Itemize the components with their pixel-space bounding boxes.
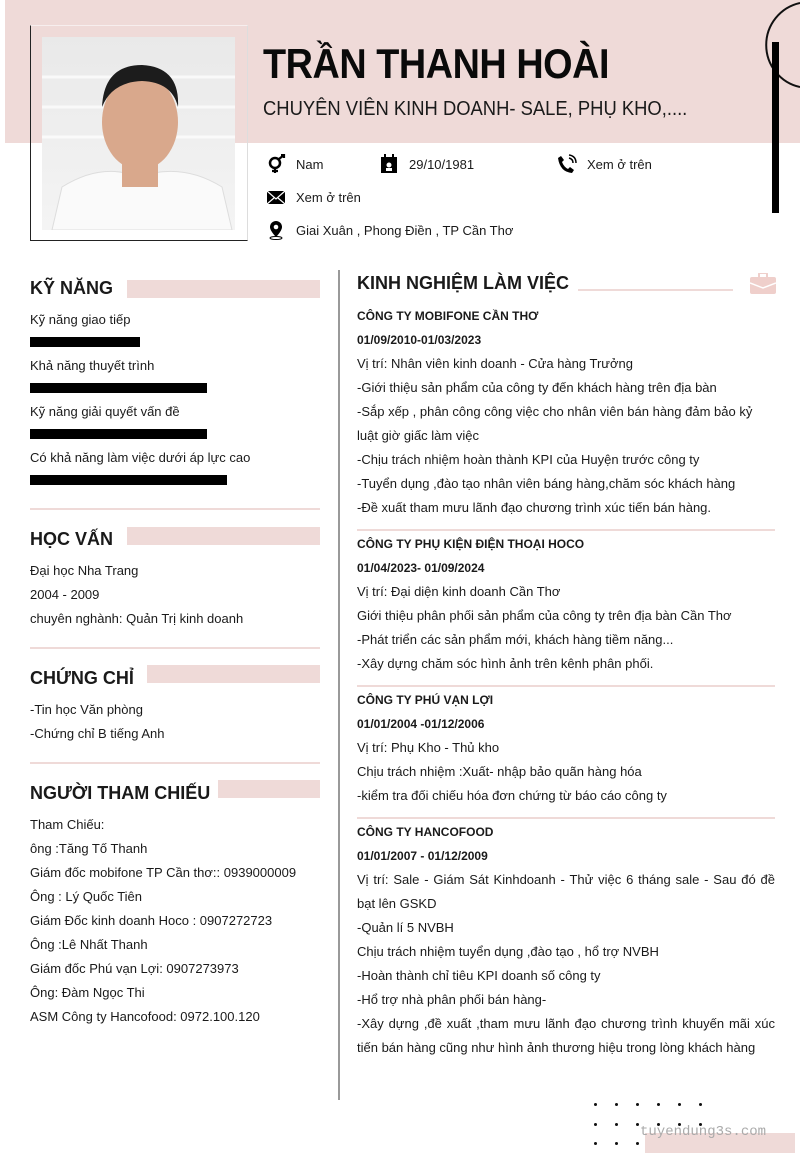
job-company: CÔNG TY HANCOFOOD bbox=[357, 825, 494, 839]
divider bbox=[30, 762, 320, 764]
phone-text: Xem ở trên bbox=[587, 156, 652, 172]
job-detail: -Chịu trách nhiệm hoàn thành KPI của Huyện trước công ty bbox=[357, 452, 700, 467]
job-entry bbox=[357, 529, 775, 676]
decor-dot bbox=[615, 1103, 618, 1106]
skill-label: Có khả năng làm việc dưới áp lực cao bbox=[30, 450, 251, 465]
contact-gender bbox=[266, 154, 323, 174]
reference-line: Ông :Lê Nhất Thanh bbox=[30, 937, 148, 952]
job-detail: Vị trí: Sale - Giám Sát Kinhdoanh - Thử việc 6 tháng sale - Sau đó đề bạt lên GSKD bbox=[357, 872, 775, 911]
job-entry bbox=[357, 817, 775, 1060]
reference-line: Giám đốc Phú vạn Lợi: 0907273973 bbox=[30, 961, 239, 976]
heading-decor bbox=[218, 780, 320, 798]
job-entry bbox=[357, 685, 775, 808]
heading-line bbox=[578, 289, 733, 291]
decor-dot bbox=[636, 1103, 639, 1106]
decor-dot bbox=[636, 1123, 639, 1126]
candidate-name: TRẦN THANH HOÀI bbox=[263, 40, 610, 87]
certificate-item: -Tin học Văn phòng bbox=[30, 702, 143, 717]
skill-level-bar bbox=[30, 383, 207, 393]
heading-decor bbox=[127, 527, 320, 545]
education-major: chuyên nghành: Quản Trị kinh doanh bbox=[30, 611, 244, 626]
job-detail: -Phát triển các sản phẩm mới, khách hàng tiềm năng... bbox=[357, 632, 674, 647]
job-company: CÔNG TY PHỤ KIỆN ĐIỆN THOẠI HOCO bbox=[357, 537, 585, 551]
job-detail: Vị trí: Nhân viên kinh doanh - Cửa hàng Trưởng bbox=[357, 356, 633, 371]
candidate-title: CHUYÊN VIÊN KINH DOANH- SALE, PHỤ KHO,.... bbox=[263, 98, 688, 120]
job-company: CÔNG TY MOBIFONE CẦN THƠ bbox=[357, 309, 539, 323]
heading-decor bbox=[127, 280, 320, 298]
decor-dot bbox=[615, 1142, 618, 1145]
calendar-icon bbox=[379, 154, 399, 174]
reference-line: Tham Chiếu: bbox=[30, 817, 105, 832]
skill-label: Kỹ năng giao tiếp bbox=[30, 312, 131, 327]
skill-level-bar bbox=[30, 429, 207, 439]
experience-list bbox=[357, 303, 775, 1060]
education-school: Đại học Nha Trang bbox=[30, 563, 139, 578]
job-detail: -Xây dựng chăm sóc hình ảnh trên kênh phân phối. bbox=[357, 656, 654, 671]
email-text: Xem ở trên bbox=[296, 189, 361, 205]
divider bbox=[30, 508, 320, 510]
decor-dot bbox=[657, 1103, 660, 1106]
gender-text: Nam bbox=[296, 156, 324, 172]
job-period: 01/09/2010-01/03/2023 bbox=[357, 333, 482, 347]
education-heading: HỌC VẤN bbox=[30, 529, 114, 549]
references-heading: NGƯỜI THAM CHIẾU bbox=[30, 783, 211, 803]
decor-circle bbox=[758, 0, 800, 92]
job-company: CÔNG TY PHÚ VẠN LỢI bbox=[357, 693, 494, 707]
job-detail: -Sắp xếp , phân công công việc cho nhân viên bán hàng đảm bảo kỷ luật giờ giấc làm việc bbox=[357, 404, 753, 443]
job-detail: Chịu trách nhiệm :Xuất- nhập bảo quãn hàng hóa bbox=[357, 764, 642, 779]
job-detail: -Đề xuất tham mưu lãnh đạo chương trình xúc tiến bán hàng. bbox=[357, 500, 712, 515]
contact-address bbox=[266, 220, 513, 240]
reference-line: ông :Tăng Tố Thanh bbox=[30, 841, 148, 856]
reference-line: Ông: Đàm Ngọc Thi bbox=[30, 985, 145, 1000]
divider bbox=[30, 647, 320, 649]
job-period: 01/04/2023- 01/09/2024 bbox=[357, 561, 485, 575]
location-pin-icon bbox=[266, 220, 286, 240]
job-entry bbox=[357, 303, 775, 520]
job-detail: Giới thiệu phân phối sản phẩm của công ty trên địa bàn Cần Thơ bbox=[357, 608, 732, 623]
skill-level-bar bbox=[30, 475, 227, 485]
job-detail: -Hổ trợ nhà phân phối bán hàng- bbox=[357, 992, 547, 1007]
phone-icon bbox=[557, 154, 577, 174]
decor-dot bbox=[594, 1123, 597, 1126]
skill-label: Khả năng thuyết trình bbox=[30, 358, 155, 373]
certificates-heading: CHỨNG CHỈ bbox=[30, 668, 134, 688]
briefcase-icon bbox=[750, 273, 776, 294]
experience-heading: KINH NGHIỆM LÀM VIỆC bbox=[357, 273, 570, 293]
reference-line: Ông : Lý Quốc Tiên bbox=[30, 889, 143, 904]
address-text: Giai Xuân , Phong Điền , TP Cần Thơ bbox=[296, 222, 514, 238]
decor-dot bbox=[636, 1142, 639, 1145]
column-divider bbox=[338, 270, 340, 1100]
gender-icon bbox=[266, 154, 286, 174]
decor-dot bbox=[678, 1103, 681, 1106]
job-detail: -kiểm tra đối chiếu hóa đơn chứng từ báo cáo công ty bbox=[357, 788, 667, 803]
job-detail: -Tuyển dụng ,đào tạo nhân viên báng hàng,chăm sóc khách hàng bbox=[357, 476, 736, 491]
decor-dot bbox=[615, 1123, 618, 1126]
contact-phone bbox=[557, 154, 652, 174]
job-detail: -Giới thiệu sản phẩm của công ty đến khách hàng trên địa bàn bbox=[357, 380, 717, 395]
contact-birthday bbox=[379, 154, 474, 174]
job-detail: -Xây dựng ,đề xuất ,tham mưu lãnh đạo chương trình khuyến mãi xúc tiến bán hàng cũng như hình ảnh thương hiệu trong lòng khách hàng bbox=[357, 1016, 775, 1055]
skills-heading: KỸ NĂNG bbox=[30, 278, 114, 298]
decor-dot bbox=[594, 1142, 597, 1145]
email-icon bbox=[266, 187, 286, 207]
decor-dot bbox=[594, 1103, 597, 1106]
reference-line: Giám đốc mobifone TP Cần thơ:: 0939000009 bbox=[30, 865, 297, 880]
birthday-text: 29/10/1981 bbox=[409, 156, 475, 172]
job-detail: Vị trí: Phụ Kho - Thủ kho bbox=[357, 740, 500, 755]
job-detail: Vị trí: Đại diện kinh doanh Cần Thơ bbox=[357, 584, 561, 599]
job-detail: -Quản lí 5 NVBH bbox=[357, 920, 454, 935]
reference-line: ASM Công ty Hancofood: 0972.100.120 bbox=[30, 1009, 260, 1024]
job-detail: Chịu trách nhiệm tuyển dụng ,đào tạo , hổ trợ NVBH bbox=[357, 944, 659, 959]
heading-decor bbox=[147, 665, 320, 683]
job-period: 01/01/2007 - 01/12/2009 bbox=[357, 849, 488, 863]
reference-line: Giám Đốc kinh doanh Hoco : 0907272723 bbox=[30, 913, 273, 928]
education-years: 2004 - 2009 bbox=[30, 587, 100, 602]
job-period: 01/01/2004 -01/12/2006 bbox=[357, 717, 485, 731]
skill-label: Kỹ năng giải quyết vấn đề bbox=[30, 404, 180, 419]
job-detail: -Hoàn thành chỉ tiêu KPI doanh số công ty bbox=[357, 968, 601, 983]
certificate-item: -Chứng chỉ B tiếng Anh bbox=[30, 726, 165, 741]
avatar bbox=[42, 37, 235, 230]
watermark: tuyendung3s.com bbox=[640, 1124, 767, 1140]
contact-email bbox=[266, 187, 361, 207]
skill-level-bar bbox=[30, 337, 140, 347]
decor-bar bbox=[772, 42, 779, 213]
decor-dot bbox=[699, 1103, 702, 1106]
